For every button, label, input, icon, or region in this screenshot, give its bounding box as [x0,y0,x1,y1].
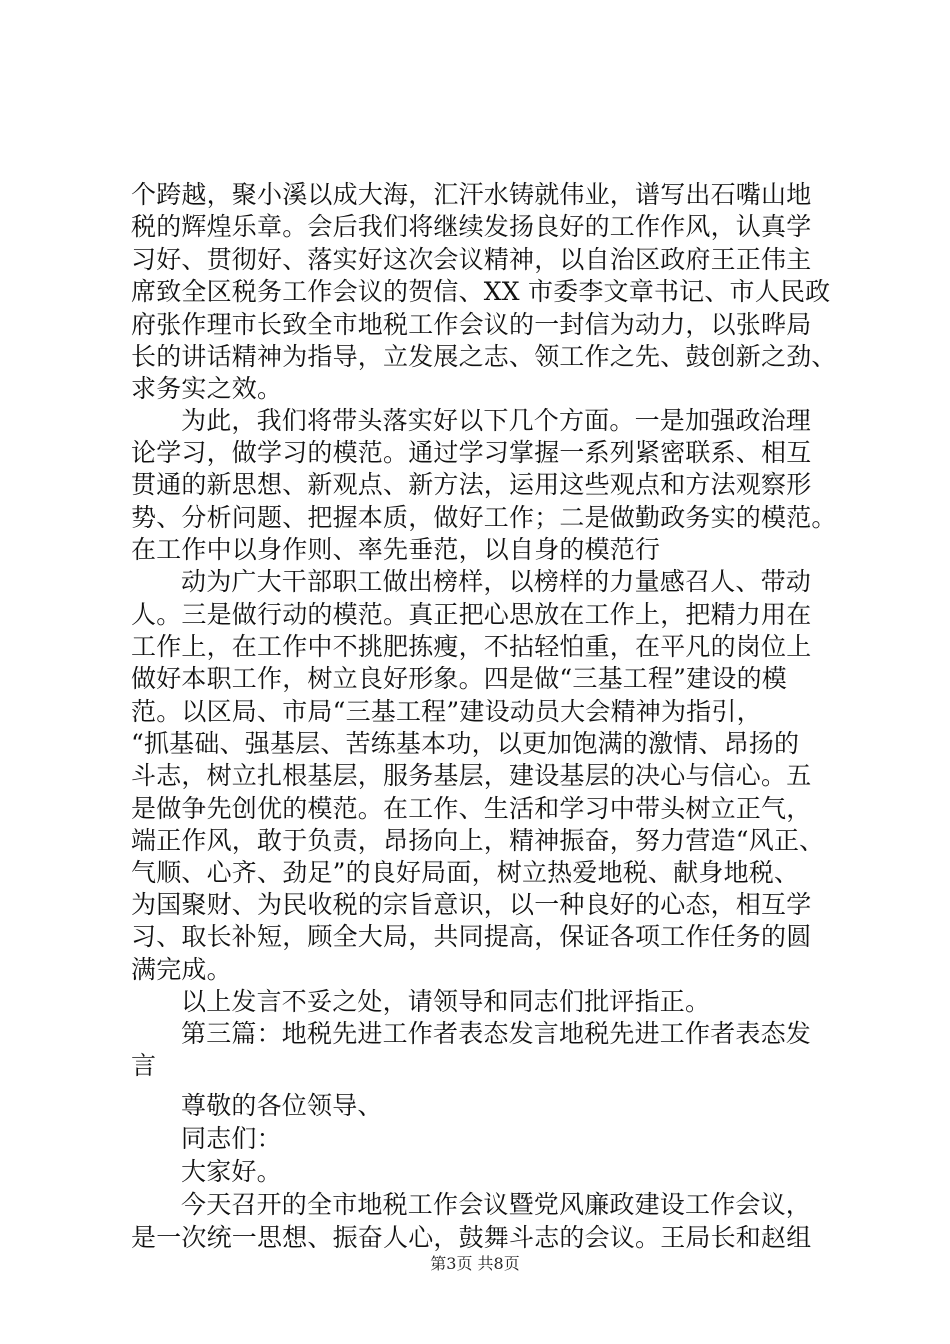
text-line: 气顺、心齐、劲足”的良好局面，树立热爱地税、献身地税、 [131,858,800,887]
text-line: 习好、贯彻好、落实好这次会议精神，以自治区政府王正伟主 [131,245,812,274]
text-line: 工作上，在工作中不挑肥拣瘦，不拈轻怕重，在平凡的岗位上 [131,632,812,661]
page-number-footer: 第3页 共8页 [430,1254,520,1273]
text-line: 税的辉煌乐章。会后我们将继续发扬良好的工作作风，认真学 [131,212,812,241]
text-line: 今天召开的全市地税工作会议暨党风廉政建设工作会议， [181,1190,812,1219]
text-line: 在工作中以身作则、率先垂范，以自身的模范行 [131,535,661,564]
text-line: 范。以区局、市局“三基工程”建设动员大会精神为指引， [131,697,762,726]
text-line: 端正作风，敢于负责，昂扬向上，精神振奋，努力营造“风正、 [131,826,825,855]
salutation-line: 尊敬的各位领导、 [181,1091,383,1120]
text-line: 求务实之效。 [131,374,283,403]
text-line: 满完成。 [131,955,232,984]
text-line: 是做争先创优的模范。在工作、生活和学习中带头树立正气， [131,794,812,823]
text-line: 动为广大干部职工做出榜样，以榜样的力量感召人、带动 [181,567,812,596]
text-line: “抓基础、强基层、苦练基本功，以更加饱满的激情、昂扬的 [131,729,800,758]
text-line: 府张作理市长致全市地税工作会议的一封信为动力，以张晔局 [131,310,812,339]
text-line: 个跨越，聚小溪以成大海，汇汗水铸就伟业，谱写出石嘴山地 [131,180,812,209]
text-line: 势、分析问题、把握本质，做好工作；二是做勤政务实的模范。 [131,503,837,532]
text-line: 人。三是做行动的模范。真正把心思放在工作上，把精力用在 [131,600,812,629]
text-line: 长的讲话精神为指导，立发展之志、领工作之先、鼓创新之劲、 [131,342,837,371]
text-line: 为此，我们将带头落实好以下几个方面。一是加强政治理 [181,406,812,435]
text-line: 斗志，树立扎根基层，服务基层，建设基层的决心与信心。五 [131,761,812,790]
text-line: 席致全区税务工作会议的贺信、XX 市委李文章书记、市人民政 [131,277,831,306]
text-line: 做好本职工作，树立良好形象。四是做“三基工程”建设的模 [131,664,787,693]
text-line: 论学习，做学习的模范。通过学习掌握一系列紧密联系、相互 [131,438,812,467]
text-line: 习、取长补短，顾全大局，共同提高，保证各项工作任务的圆 [131,922,812,951]
text-line: 以上发言不妥之处，请领导和同志们批评指正。 [181,987,711,1016]
text-line: 贯通的新思想、新观点、新方法，运用这些观点和方法观察形 [131,470,812,499]
text-line: 为国聚财、为民收税的宗旨意识，以一种良好的心态，相互学 [131,890,812,919]
salutation-line: 同志们： [181,1124,282,1153]
text-line: 是一次统一思想、振奋人心，鼓舞斗志的会议。王局长和赵组 [131,1223,812,1252]
greeting-line: 大家好。 [181,1157,282,1186]
section-heading: 第三篇：地税先进工作者表态发言地税先进工作者表态发 [181,1019,812,1048]
section-heading-continuation: 言 [131,1051,157,1080]
